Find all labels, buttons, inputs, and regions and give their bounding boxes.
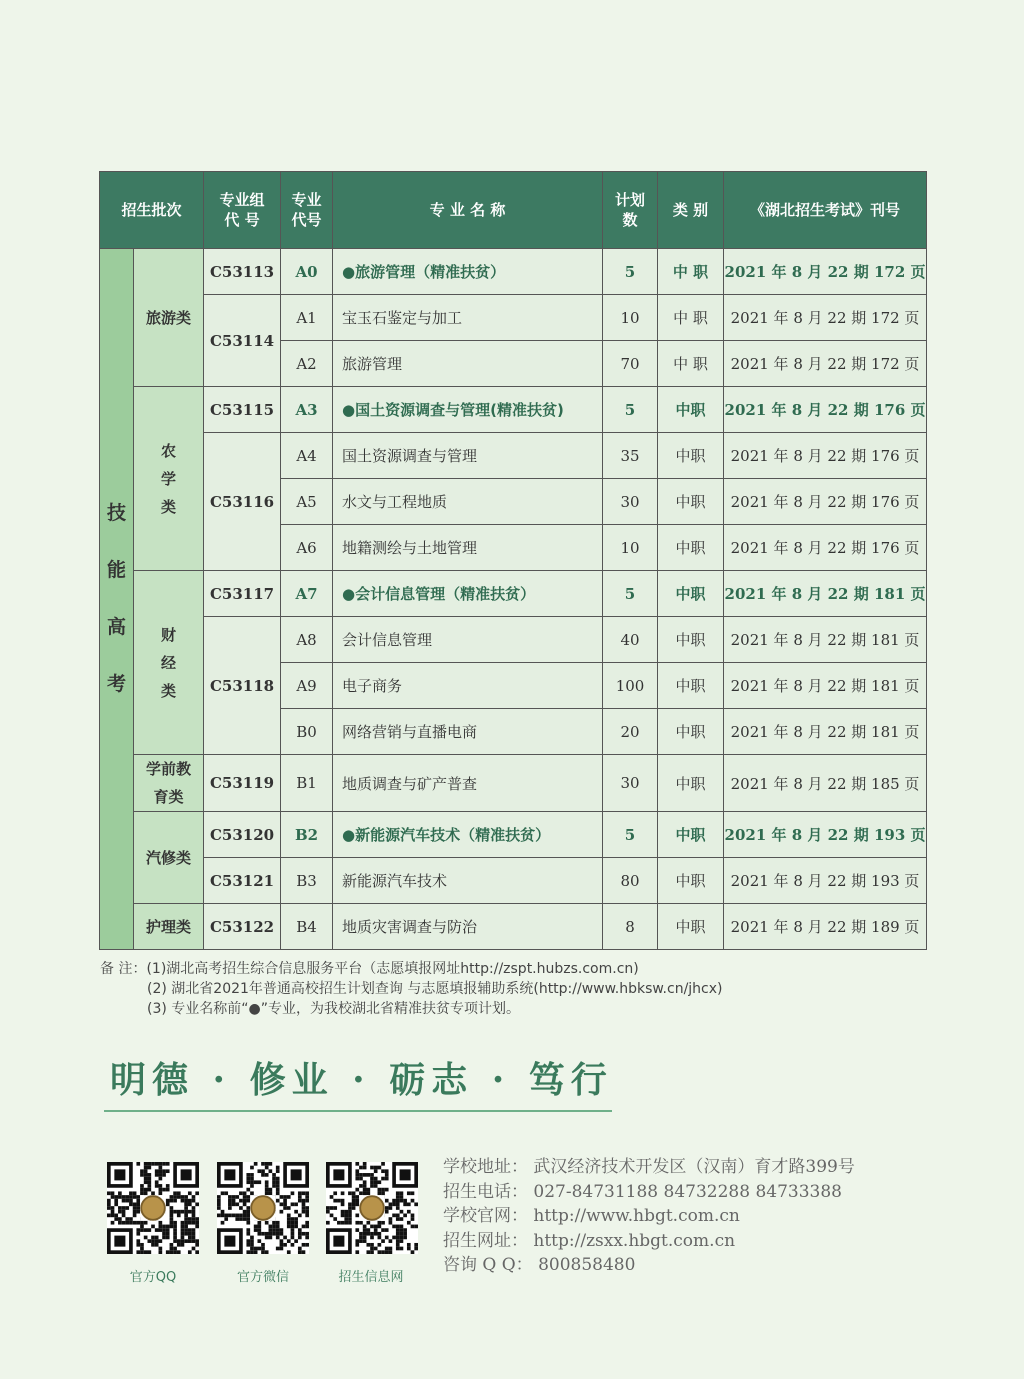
major-code: A8 — [281, 617, 333, 663]
note-1: 备 注：(1)湖北高考招生综合信息服务平台（志愿填报网址http://zspt.hubzs.com.cn) — [100, 961, 639, 977]
table-row — [100, 295, 927, 341]
school-type: 中职 — [658, 812, 724, 858]
group-code: C53121 — [204, 858, 281, 904]
major-name: 宝玉石鉴定与加工 — [333, 295, 603, 341]
major-name: 会计信息管理 — [333, 617, 603, 663]
journal-ref: 2021 年 8 月 22 期 176 页 — [724, 479, 927, 525]
major-code: A9 — [281, 663, 333, 709]
batch-name: 技能高考 — [100, 249, 134, 950]
category-finance: 财经类 — [134, 571, 204, 755]
header-major-code: 专业代号 — [281, 172, 333, 249]
major-name: 旅游管理 — [333, 341, 603, 387]
journal-ref: 2021 年 8 月 22 期 172 页 — [724, 249, 927, 295]
school-address: 学校地址： 武汉经济技术开发区（汉南）育才路399号 — [443, 1157, 855, 1177]
plan-count: 10 — [603, 295, 658, 341]
major-name: 水文与工程地质 — [333, 479, 603, 525]
category-nursing: 护理类 — [134, 904, 204, 950]
journal-ref: 2021 年 8 月 22 期 193 页 — [724, 858, 927, 904]
journal-ref: 2021 年 8 月 22 期 176 页 — [724, 525, 927, 571]
plan-count: 5 — [603, 387, 658, 433]
category-agriculture: 农学类 — [134, 387, 204, 571]
website-qr-label: 招生信息网 — [338, 1270, 404, 1285]
journal-ref: 2021 年 8 月 22 期 181 页 — [724, 617, 927, 663]
note-3: (3) 专业名称前“●”专业，为我校湖北省精准扶贫专项计划。 — [147, 1001, 521, 1017]
school-type: 中职 — [658, 571, 724, 617]
major-name: 网络营销与直播电商 — [333, 709, 603, 755]
note-2: (2) 湖北省2021年普通高校招生计划查询 与志愿填报辅助系统(http://www.hbksw.cn/jhcx) — [147, 981, 723, 997]
school-type: 中职 — [658, 387, 724, 433]
major-code: A6 — [281, 525, 333, 571]
group-code: C53117 — [204, 571, 281, 617]
journal-ref: 2021 年 8 月 22 期 172 页 — [724, 341, 927, 387]
header-batch: 招生批次 — [100, 172, 204, 249]
major-code: A2 — [281, 341, 333, 387]
table-row — [100, 858, 927, 904]
journal-ref: 2021 年 8 月 22 期 172 页 — [724, 295, 927, 341]
website-qr-code-icon — [326, 1162, 418, 1254]
school-type: 中职 — [658, 709, 724, 755]
header-type: 类 别 — [658, 172, 724, 249]
journal-ref: 2021 年 8 月 22 期 181 页 — [724, 709, 927, 755]
major-name: 电子商务 — [333, 663, 603, 709]
plan-count: 35 — [603, 433, 658, 479]
plan-count: 10 — [603, 525, 658, 571]
wechat-qr-code-icon — [217, 1162, 309, 1254]
plan-count: 5 — [603, 812, 658, 858]
school-type: 中 职 — [658, 249, 724, 295]
school-type: 中职 — [658, 755, 724, 812]
header-journal: 《湖北招生考试》刊号 — [724, 172, 927, 249]
header-plan: 计划数 — [603, 172, 658, 249]
contact-info — [443, 1155, 855, 1278]
table-header-row — [100, 172, 927, 249]
major-name: ●会计信息管理（精准扶贫） — [333, 571, 603, 617]
school-type: 中 职 — [658, 341, 724, 387]
header-major-name: 专 业 名 称 — [333, 172, 603, 249]
category-preschool: 学前教育类 — [134, 755, 204, 812]
admission-website-link[interactable]: 招生网址： http://zsxx.hbgt.com.cn — [443, 1230, 736, 1251]
plan-count: 40 — [603, 617, 658, 663]
journal-ref: 2021 年 8 月 22 期 181 页 — [724, 571, 927, 617]
group-code: C53122 — [204, 904, 281, 950]
table-row — [100, 904, 927, 950]
group-code: C53115 — [204, 387, 281, 433]
header-group-code: 专业组代 号 — [204, 172, 281, 249]
plan-count: 70 — [603, 341, 658, 387]
major-code: A0 — [281, 249, 333, 295]
major-code: B2 — [281, 812, 333, 858]
school-type: 中 职 — [658, 295, 724, 341]
major-code: A3 — [281, 387, 333, 433]
table-row — [100, 755, 927, 812]
major-name: ●新能源汽车技术（精准扶贫） — [333, 812, 603, 858]
journal-ref: 2021 年 8 月 22 期 176 页 — [724, 433, 927, 479]
school-type: 中职 — [658, 858, 724, 904]
wechat-qr-label: 官方微信 — [236, 1270, 289, 1285]
major-name: 地质灾害调查与防治 — [333, 904, 603, 950]
major-code: B1 — [281, 755, 333, 812]
journal-ref: 2021 年 8 月 22 期 176 页 — [724, 387, 927, 433]
group-code: C53114 — [204, 295, 281, 387]
admission-plan-table — [99, 171, 927, 950]
table-row — [100, 617, 927, 663]
school-type: 中职 — [658, 433, 724, 479]
plan-count: 30 — [603, 479, 658, 525]
major-name: 地质调查与矿产普查 — [333, 755, 603, 812]
major-code: A1 — [281, 295, 333, 341]
group-code: C53118 — [204, 617, 281, 755]
table-row — [100, 433, 927, 479]
group-code: C53120 — [204, 812, 281, 858]
school-type: 中职 — [658, 479, 724, 525]
journal-ref: 2021 年 8 月 22 期 181 页 — [724, 663, 927, 709]
notes — [100, 959, 723, 1019]
school-website-link[interactable]: 学校官网： http://www.hbgt.com.cn — [443, 1206, 740, 1226]
major-code: B3 — [281, 858, 333, 904]
plan-count: 30 — [603, 755, 658, 812]
major-code: B0 — [281, 709, 333, 755]
school-motto: 明德 · 修业 · 砺志 · 笃行 — [110, 1059, 613, 1101]
journal-ref: 2021 年 8 月 22 期 189 页 — [724, 904, 927, 950]
consult-qq: 咨询 Q Q： 800858480 — [443, 1255, 636, 1275]
group-code: C53113 — [204, 249, 281, 295]
major-name: 新能源汽车技术 — [333, 858, 603, 904]
group-code: C53119 — [204, 755, 281, 812]
major-name: 国土资源调查与管理 — [333, 433, 603, 479]
table-row — [100, 387, 927, 433]
major-code: A4 — [281, 433, 333, 479]
plan-count: 8 — [603, 904, 658, 950]
admission-phone: 招生电话： 027-84731188 84732288 84733388 — [443, 1181, 842, 1202]
table-row — [100, 249, 927, 295]
group-code: C53116 — [204, 433, 281, 571]
plan-count: 80 — [603, 858, 658, 904]
major-name: 地籍测绘与土地管理 — [333, 525, 603, 571]
major-name: ●旅游管理（精准扶贫） — [333, 249, 603, 295]
journal-ref: 2021 年 8 月 22 期 193 页 — [724, 812, 927, 858]
category-auto-repair: 汽修类 — [134, 812, 204, 904]
table-row — [100, 571, 927, 617]
plan-count: 20 — [603, 709, 658, 755]
category-tourism: 旅游类 — [134, 249, 204, 387]
major-code: A7 — [281, 571, 333, 617]
school-type: 中职 — [658, 663, 724, 709]
table-row — [100, 812, 927, 858]
plan-count: 100 — [603, 663, 658, 709]
plan-count: 5 — [603, 571, 658, 617]
major-code: A5 — [281, 479, 333, 525]
qq-qr-code-icon — [107, 1162, 199, 1254]
plan-count: 5 — [603, 249, 658, 295]
school-type: 中职 — [658, 525, 724, 571]
qq-qr-label: 官方QQ — [129, 1270, 177, 1285]
major-name: ●国土资源调查与管理(精准扶贫) — [333, 387, 603, 433]
school-type: 中职 — [658, 617, 724, 663]
journal-ref: 2021 年 8 月 22 期 185 页 — [724, 755, 927, 812]
motto-underline — [104, 1110, 612, 1112]
major-code: B4 — [281, 904, 333, 950]
school-type: 中职 — [658, 904, 724, 950]
